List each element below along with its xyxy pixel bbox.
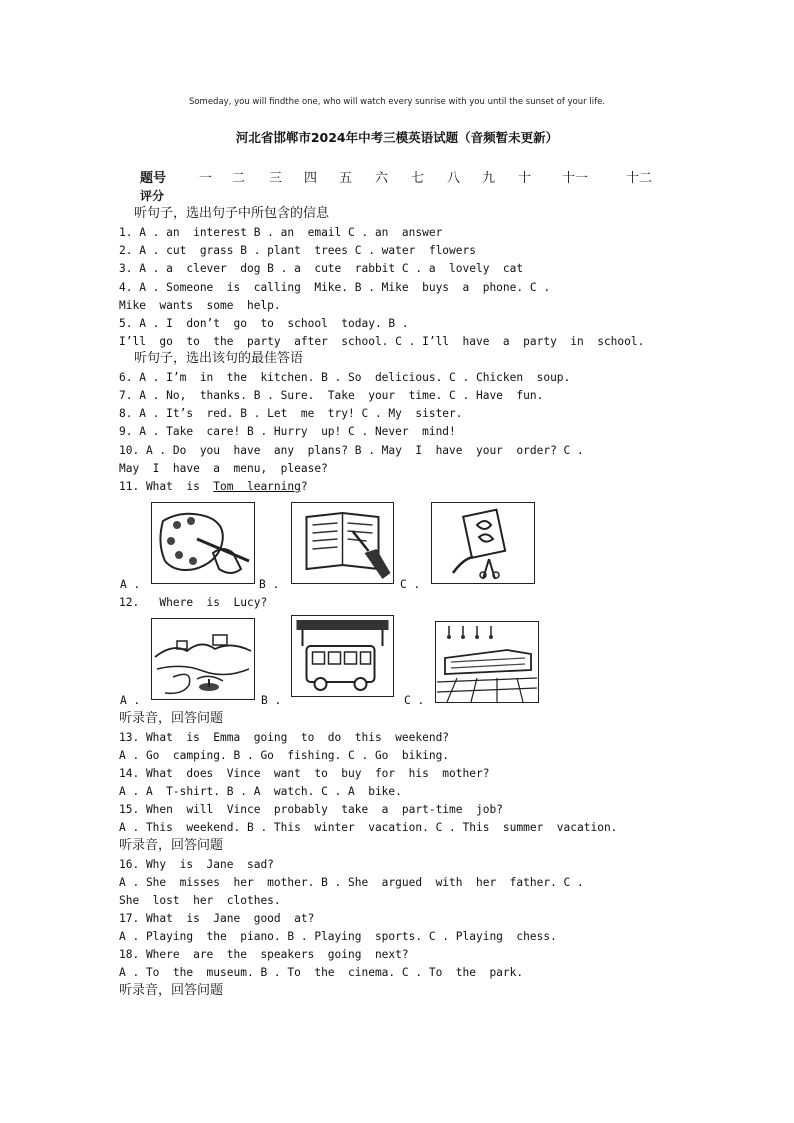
question-14-options: A . A T-shirt. B . A watch. C . A bike. xyxy=(119,785,402,798)
motto: Someday, you will findthe one, who will watch every sunrise with you until the sunset of your life. xyxy=(188,97,606,107)
section-heading-2: 听句子，选出该句的最佳答语 xyxy=(134,351,304,366)
score-col-8: 八 xyxy=(447,171,461,186)
q12-picture-b xyxy=(291,615,394,697)
section-heading-1: 听句子，选出句子中所包含的信息 xyxy=(134,206,330,221)
question-16: 16. Why is Jane sad? xyxy=(119,858,274,871)
question-15: 15. When will Vince probably take a part-time job? xyxy=(119,803,503,816)
question-13: 13. What is Emma going to do this weekend? xyxy=(119,731,450,744)
q11-mark: ? xyxy=(300,480,308,493)
question-5: 5. A . I don’t go to school today. B . xyxy=(119,317,409,330)
score-table-header xyxy=(0,167,794,185)
question-7: 7. A . No, thanks. B . Sure. Take your time. C . Have fun. xyxy=(119,389,544,402)
question-12: 12. Where is Lucy? xyxy=(119,596,268,609)
q11-underlined: Tom learning xyxy=(213,480,301,493)
question-11 xyxy=(119,479,308,495)
question-18: 18. Where are the speakers going next? xyxy=(119,948,409,961)
q11-picture-a xyxy=(151,502,255,584)
q11-option-c: C . xyxy=(400,578,421,591)
question-8: 8. A . It’s red. B . Let me try! C . My sister. xyxy=(119,407,463,420)
section-heading-4: 听录音，回答问题 xyxy=(119,838,224,853)
q12-picture-a xyxy=(151,618,255,700)
q11-picture-b xyxy=(291,502,394,584)
bus-station-icon xyxy=(292,616,393,696)
supermarket-icon xyxy=(436,622,538,702)
question-2: 2. A . cut grass B . plant trees C . water flowers xyxy=(119,244,476,257)
q11-option-b: B . xyxy=(259,578,280,591)
score-col-9: 九 xyxy=(482,171,496,186)
notebook-writing-icon xyxy=(292,503,393,583)
question-9: 9. A . Take care! B . Hurry up! C . Never mind! xyxy=(119,425,456,438)
paper-cutting-icon xyxy=(432,503,534,583)
page-title: 河北省邯郸市2024年中考三模英语试题（音频暂未更新） xyxy=(235,130,559,145)
score-col-3: 三 xyxy=(269,171,283,186)
q12-option-b: B . xyxy=(261,694,282,707)
q12-option-c: C . xyxy=(404,694,425,707)
score-col-6: 六 xyxy=(375,171,389,186)
question-5-cont: I’ll go to the party after school. C . I’ll have a party in school. xyxy=(119,335,645,348)
score-col-1: 一 xyxy=(199,171,213,186)
question-17-options: A . Playing the piano. B . Playing sports. C . Playing chess. xyxy=(119,930,557,943)
score-col-12: 十二 xyxy=(626,171,653,186)
question-16-options-cont: She lost her clothes. xyxy=(119,894,281,907)
section-heading-3: 听录音，回答问题 xyxy=(119,711,224,726)
score-table-label: 题号 xyxy=(140,171,167,186)
q11-option-a: A . xyxy=(120,578,141,591)
score-col-4: 四 xyxy=(304,171,318,186)
q12-option-a: A . xyxy=(120,694,141,707)
palette-brush-icon xyxy=(152,503,254,583)
question-18-options: A . To the museum. B . To the cinema. C . To the park. xyxy=(119,966,524,979)
question-14: 14. What does Vince want to buy for his mother? xyxy=(119,767,490,780)
question-6: 6. A . I’m in the kitchen. B . So delicious. C . Chicken soup. xyxy=(119,371,571,384)
score-col-5: 五 xyxy=(339,171,353,186)
question-15-options: A . This weekend. B . This winter vacation. C . This summer vacation. xyxy=(119,821,618,834)
score-col-2: 二 xyxy=(232,171,246,186)
question-3: 3. A . a clever dog B . a cute rabbit C . a lovely cat xyxy=(119,262,524,275)
q11-picture-c xyxy=(431,502,535,584)
question-1: 1. A . an interest B . an email C . an answer xyxy=(119,226,443,239)
q12-picture-c xyxy=(435,621,539,703)
question-16-options: A . She misses her mother. B . She argued with her father. C . xyxy=(119,876,584,889)
landscape-icon xyxy=(152,619,254,699)
score-row-label: 评分 xyxy=(140,189,165,203)
question-10: 10. A . Do you have any plans? B . May I have your order? C . xyxy=(119,444,584,457)
q11-text: 11. What is xyxy=(119,480,214,493)
score-col-11: 十一 xyxy=(562,171,589,186)
question-10-cont: May I have a menu, please? xyxy=(119,462,328,475)
question-4-cont: Mike wants some help. xyxy=(119,299,281,312)
score-col-10: 十 xyxy=(518,171,532,186)
section-heading-5: 听录音，回答问题 xyxy=(119,983,224,998)
score-col-7: 七 xyxy=(411,171,425,186)
question-13-options: A . Go camping. B . Go fishing. C . Go biking. xyxy=(119,749,450,762)
question-17: 17. What is Jane good at? xyxy=(119,912,315,925)
question-4: 4. A . Someone is calling Mike. B . Mike buys a phone. C . xyxy=(119,281,551,294)
